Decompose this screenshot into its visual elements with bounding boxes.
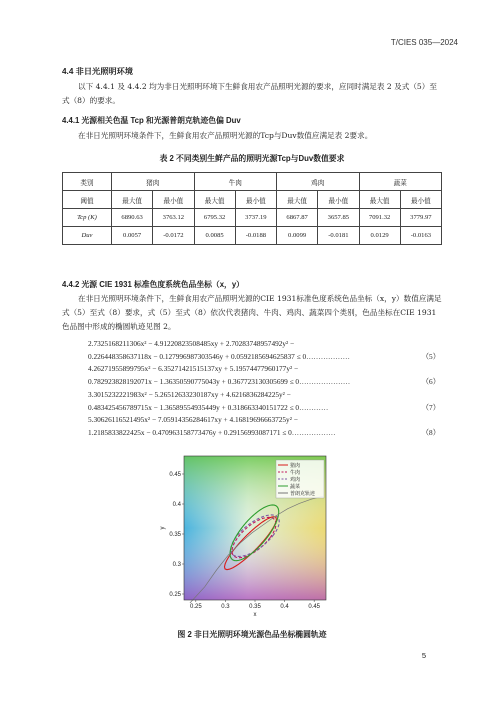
equation-6-line-1: 4.26271955899795x² − 6.35271421515137xy + 5.19574477960177y² − [88,364,299,374]
equation-7-line-2: 0.483425456789715x − 1.36589554935449y + 0.318663340151722 ≤ 0………… （7） [88,402,440,415]
table-cell: -0.0188 [235,227,276,245]
section-4-4-1-title: 4.4.1 光源相关色温 Tcp 和光源普朗克轨迹色偏 Duv [62,116,241,125]
equation-8-number: （8） [421,427,440,437]
section-4-4-title: 4.4 非日光照明环境 [62,67,133,76]
table-cell: 0.0085 [194,227,235,245]
equation-8-line-2: 1.2185833822425x − 0.470963158773476y + 0.29156993087171 ≤ 0……………… （8） [88,427,440,440]
equation-5-line-1: 2.7325168211306x² − 4.91220823508485xy + 2.70283748957492y² − [88,339,295,348]
equation-6-expression: 0.782923828192071x − 1.36350590775043y + 0.367723130305699 ≤ 0 [88,377,300,387]
table-row [63,209,442,227]
chart-legend [276,460,324,498]
equation-5-line-2: 0.226448358637118x − 0.127996987303546y + 0.0592185694625837 ≤ 0……………… （5） [88,351,440,364]
chromaticity-ellipse-chart [148,450,348,622]
table-cell: 最小值 [235,191,276,209]
table-cell: 3763.12 [153,209,194,227]
y-tick-label: 0.35 [169,532,181,538]
equation-7-expression: 0.483425456789715x − 1.36589554935449y + 0.318663340151722 ≤ 0 [88,402,300,412]
x-tick-label: 0.35 [249,604,261,610]
table-cell: 0.0057 [112,227,153,245]
table-cell: 最大值 [359,191,400,209]
table-cell: 7091.32 [359,209,400,227]
table-cell: 最小值 [318,191,359,209]
table-cell: 0.0099 [277,227,318,245]
equation-7-number: （7） [421,402,440,412]
document-code: T/CIES 035—2024 [390,38,458,47]
table-cell: 6867.87 [277,209,318,227]
equation-6-line-2: 0.782923828192071x − 1.36350590775043y + 0.367723130305699 ≤ 0………………… （6） [88,376,440,389]
table-row [63,191,442,209]
page-number: 5 [421,651,426,660]
y-tick-label: 0.4 [172,502,181,508]
legend-label: 蔬菜 [290,484,301,490]
table-cell: 3737.19 [235,209,276,227]
x-tick-label: 0.4 [280,604,289,610]
equation-6-number: （6） [421,377,440,387]
section-4-4-paragraph: 以下 4.4.1 及 4.4.2 均为非日光照明环境下生鲜食用农产品照明光源的要求，应同时满足表 2 及式（5）至式（8）的要求。 [62,82,437,105]
equation-8-line-1: 5.30626116521495x² − 7.05914356284617xy + 4.16819696663725y² − [88,415,298,425]
table-cell: 最小值 [153,191,194,209]
y-tick-label: 0.45 [169,472,181,478]
x-tick-label: 0.45 [308,604,321,610]
table-cell: -0.0163 [400,227,441,245]
table-cell: 最大值 [277,191,318,209]
section-4-4-1-paragraph: 在非日光照明环境条件下，生鲜食用农产品照明光源的Tcp与Duv数值应满足表 2要求。 [78,131,373,140]
equation-7-line-1: 3.3015232221983x² − 5.26512633230187xy + 4.6216836284225y² − [88,389,291,399]
table-2-caption: 表 2 不同类别生鲜产品的照明光源Tcp与Duv数值要求 [159,154,345,163]
equation-block [88,338,440,442]
y-axis-label: y [160,526,166,530]
table-cell: 牛肉 [194,173,277,191]
table-2 [62,172,442,245]
section-4-4-2-paragraph: 在非日光照明环境条件下，生鲜食用农产品照明光源的CIE 1931标准色度系统色品坐标（x，y）数值应满足式（5）至式（8）要求，式（5）至式（8）依次代表猪肉、牛肉、鸡肉、蔬菜四个类别，色品坐标在CIE 1931色品图中形成的椭圆轨迹见图 2。 [62,294,442,331]
legend-label: 普朗克轨迹 [290,491,316,497]
equation-5-number: （5） [421,351,440,361]
table-cell: 鸡肉 [277,173,360,191]
table-cell: 最大值 [194,191,235,209]
figure-2-caption: 图 2 非日光照明环境光源色品坐标椭圆轨迹 [177,630,327,639]
table-row [63,227,442,245]
legend-label: 牛肉 [290,470,301,476]
equation-5-expression: 0.226448358637118x − 0.127996987303546y + 0.0592185694625837 ≤ 0 [88,351,307,361]
table-cell: Tcp (K) [63,209,112,227]
x-axis-label: x [253,612,257,618]
table-cell: 3657.85 [318,209,359,227]
legend-label: 鸡肉 [290,477,301,483]
section-4-4-2-title: 4.4.2 光源 CIE 1931 标准色度系统色品坐标（x，y） [62,280,244,289]
table-cell: Duv [63,227,112,245]
table-cell: 6890.63 [112,209,153,227]
table-cell: 类别 [63,173,112,191]
x-tick-label: 0.25 [189,604,202,610]
equation-8-expression: 1.2185833822425x − 0.470963158773476y + 0.29156993087171 ≤ 0 [88,427,292,437]
y-tick-label: 0.3 [172,562,181,568]
x-tick-label: 0.3 [221,604,230,610]
table-cell: 3779.97 [400,209,441,227]
table-cell: 蔬菜 [359,173,442,191]
y-tick-label: 0.25 [169,592,181,598]
table-cell: 6795.32 [194,209,235,227]
table-cell: 猪肉 [112,173,195,191]
table-cell: -0.0181 [318,227,359,245]
table-cell: 阈值 [63,191,112,209]
table-row [63,173,442,191]
table-cell: -0.0172 [153,227,194,245]
table-cell: 0.0129 [359,227,400,245]
legend-label: 猪肉 [290,463,301,469]
table-cell: 最大值 [112,191,153,209]
table-cell: 最小值 [400,191,441,209]
